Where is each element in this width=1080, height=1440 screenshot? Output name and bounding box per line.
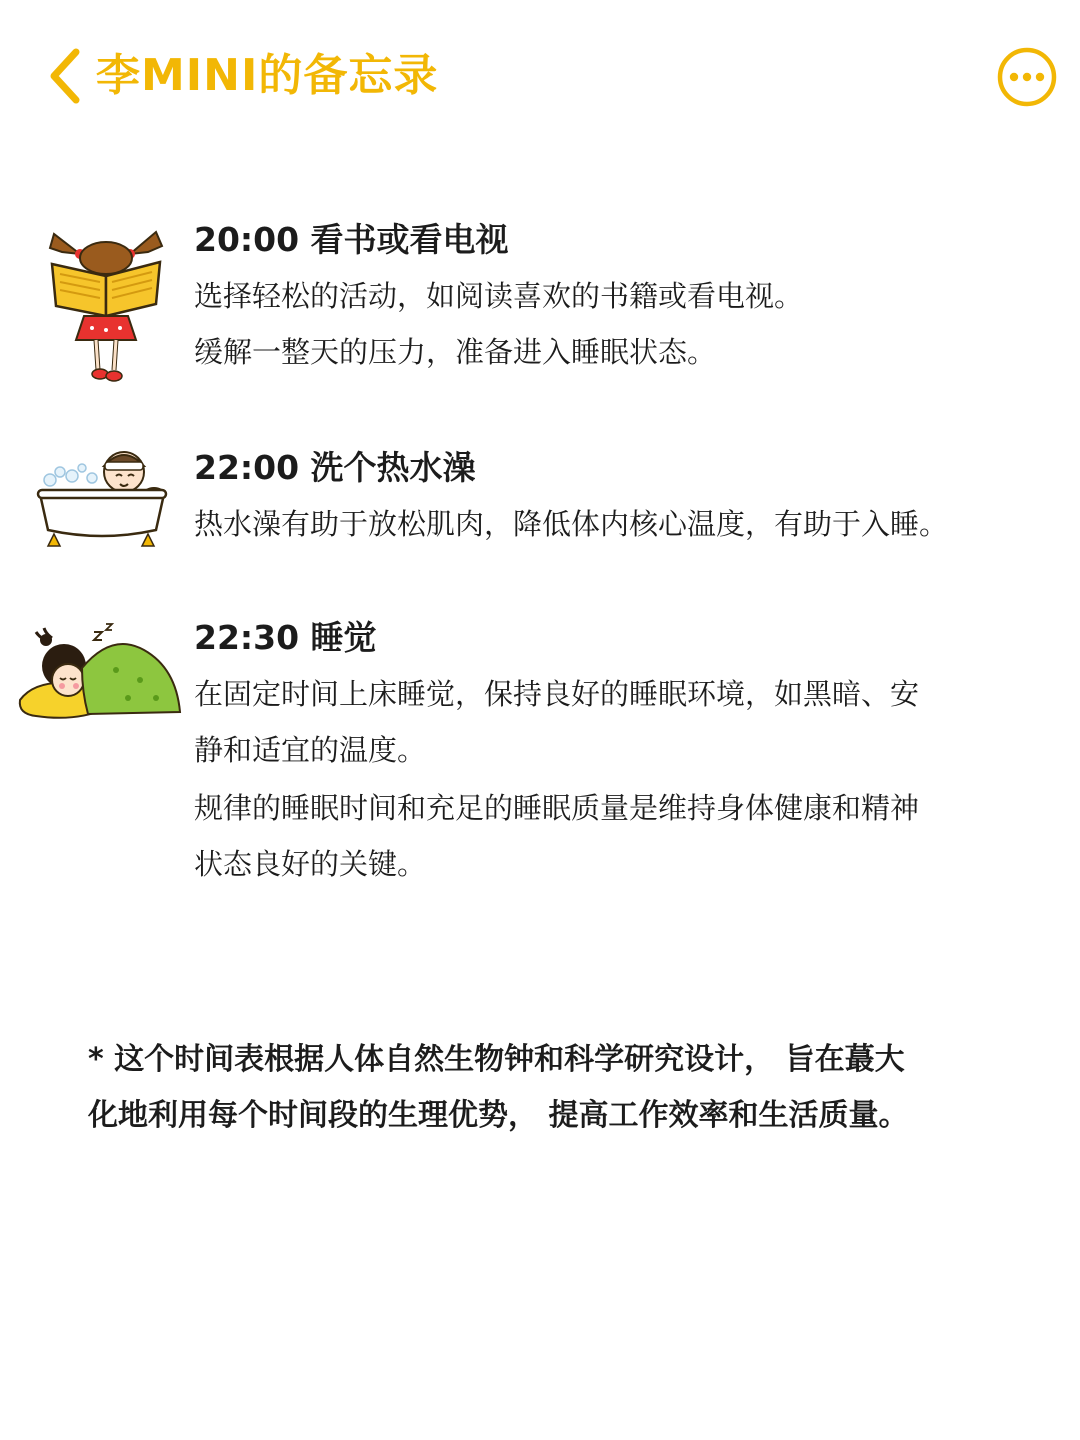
footnote-line: 化地利用每个时间段的生理优势， 提高工作效率和生活质量。 — [88, 1098, 909, 1133]
girl-sleeping-illustration — [16, 622, 188, 724]
back-button[interactable] — [44, 46, 88, 106]
entry-text-line: 选择轻松的活动，如阅读喜欢的书籍或看电视。 — [194, 279, 804, 313]
entry-text-line: 规律的睡眠时间和充足的睡眠质量是维持身体健康和精神 — [194, 791, 920, 825]
entry-text-line: 缓解一整天的压力，准备进入睡眠状态。 — [194, 335, 717, 369]
entry-text-line: 热水澡有助于放松肌肉，降低体内核心温度，有助于入睡。 — [194, 507, 949, 541]
more-options-button[interactable] — [996, 46, 1058, 108]
top-bar — [0, 0, 1080, 150]
schedule-entry-2000 — [0, 210, 1080, 390]
entry-text-line: 在固定时间上床睡觉，保持良好的睡眠环境，如黑暗、安 — [194, 677, 920, 711]
entry-time-title: 22:30 睡觉 — [194, 618, 377, 657]
entry-text-line: 状态良好的关键。 — [194, 847, 427, 881]
schedule-entry-2230 — [0, 608, 1080, 898]
entry-time-title: 22:00 洗个热水澡 — [194, 448, 476, 487]
child-in-bathtub-illustration — [36, 438, 168, 550]
footnote-line: * 这个时间表根据人体自然生物钟和科学研究设计， 旨在蕞大 — [88, 1042, 905, 1077]
page-title: 李MINI的备忘录 — [96, 50, 439, 101]
schedule-entry-2200 — [0, 438, 1080, 558]
entry-text-line: 静和适宜的温度。 — [194, 733, 427, 767]
girl-reading-book-illustration — [44, 220, 168, 384]
ellipsis-circle-icon — [996, 46, 1058, 108]
chevron-left-icon — [44, 46, 88, 106]
entry-time-title: 20:00 看书或看电视 — [194, 220, 509, 259]
